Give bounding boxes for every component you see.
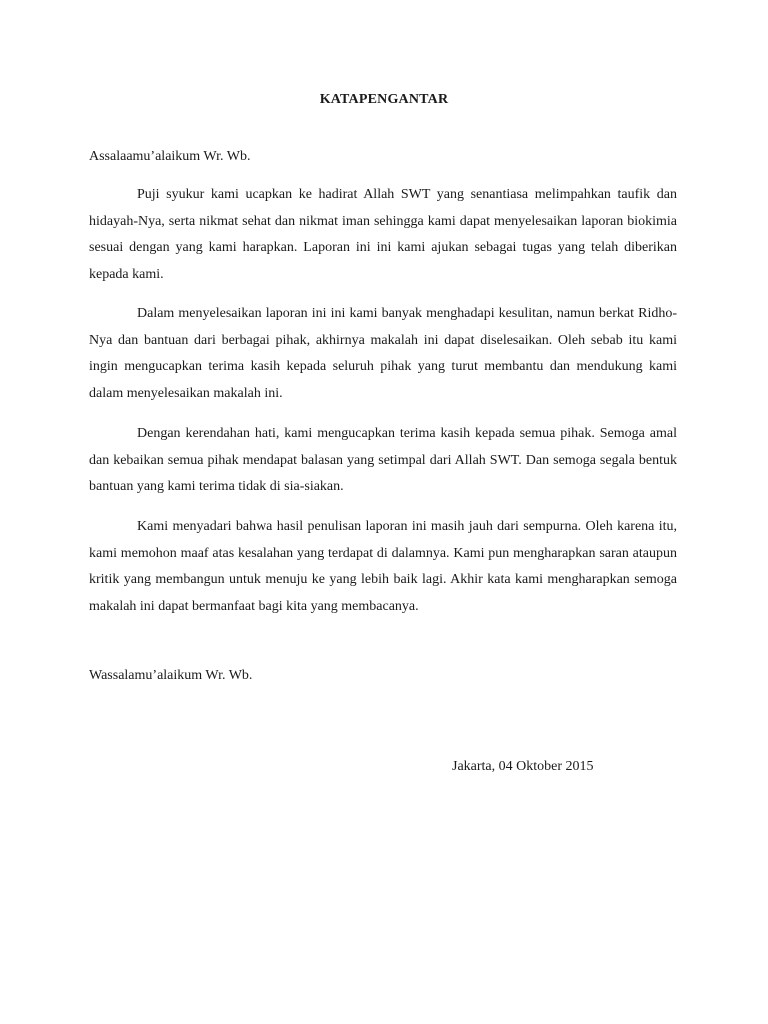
paragraph-4: Kami menyadari bahwa hasil penulisan laporan ini masih jauh dari sempurna. Oleh karena itu, kami memohon maaf atas kesalahan yang terdapat di dalamnya. Kami pun mengharapkan saran ataupun kritik yang membangun untuk menuju ke yang lebih baik lagi. Akhir kata kami mengharapkan semoga makalah ini dapat bermanfaat bagi kita yang membacanya. [89,519,677,614]
place-date: Jakarta, 04 Oktober 2015 [452,759,594,774]
closing-greeting: Wassalamu’alaikum Wr. Wb. [89,668,253,683]
paragraph-2: Dalam menyelesaikan laporan ini ini kami banyak menghadapi kesulitan, namun berkat Ridho-Nya dan bantuan dari berbagai pihak, akhirnya makalah ini dapat diselesaikan. Oleh sebab itu kami ingin mengucapkan terima kasih kepada seluruh pihak yang turut membantu dan mendukung kami dalam menyelesaikan makalah ini. [89,306,677,401]
paragraph-3: Dengan kerendahan hati, kami mengucapkan terima kasih kepada semua pihak. Semoga amal dan kebaikan semua pihak mendapat balasan yang setimpal dari Allah SWT. Dan semoga segala bentuk bantuan yang kami terima tidak di sia-siakan. [89,426,677,495]
opening-greeting: Assalaamu’alaikum Wr. Wb. [89,149,251,164]
paragraph-1: Puji syukur kami ucapkan ke hadirat Allah SWT yang senantiasa melimpahkan taufik dan hidayah-Nya, serta nikmat sehat dan nikmat iman sehingga kami dapat menyelesaikan laporan biokimia sesuai dengan yang kami harapkan. Laporan ini ini kami ajukan sebagai tugas yang telah diberikan kepada kami. [89,187,677,282]
page-title: KATAPENGANTAR [319,92,449,107]
